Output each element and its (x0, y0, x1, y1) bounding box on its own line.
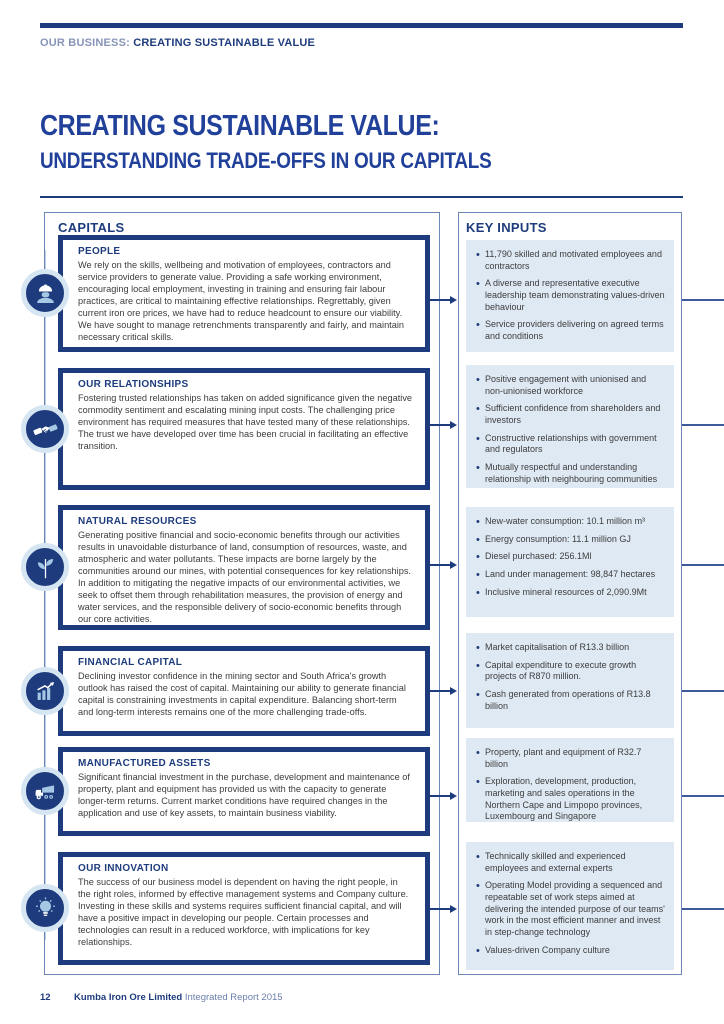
bullet-item: • Constructive relationships with government and regulators (474, 433, 666, 456)
footer-company: Kumba Iron Ore Limited (74, 992, 183, 1003)
plant-icon (21, 543, 69, 591)
top-rule-bar (40, 23, 683, 28)
capital-card-manufactured (58, 747, 430, 836)
flow-arrow (430, 690, 451, 692)
key-inputs-header: KEY INPUTS (466, 220, 547, 235)
page-title-line1: CREATING SUSTAINABLE VALUE: (40, 110, 440, 142)
output-connector-line (682, 299, 724, 301)
output-connector-line (682, 424, 724, 426)
flow-arrow (430, 908, 451, 910)
bullet-item: • Cash generated from operations of R13.8 billion (474, 689, 666, 712)
capital-card-financial (58, 646, 430, 736)
capital-card-body: The success of our business model is dependent on having the right people, in the right roles, informed by effective management systems and Company culture. Investing in these skills and systems requires sufficient financial capital, and will have a positive impact in developing our people. Certain processes and technologies can result in a reduced workforce, with implications for key relationships. (78, 877, 409, 947)
capital-card-relationships (58, 368, 430, 490)
key-inputs-panel-people (466, 240, 674, 352)
footer-report-name: Integrated Report 2015 (184, 992, 283, 1003)
key-inputs-panel-manufactured (466, 738, 674, 822)
bullet-item: • Capital expenditure to execute growth projects of R870 million. (474, 660, 666, 683)
capital-card-natural-resources (58, 505, 430, 630)
title-divider (40, 196, 683, 198)
breadcrumb (40, 37, 315, 49)
page-number: 12 (40, 992, 51, 1003)
bullet-item: • Positive engagement with unionised and non-unionised workforce (474, 374, 666, 397)
bullet-item: • Exploration, development, production, marketing and sales operations in the Northern Cape and Limpopo provinces, Luxembourg and Singapore (474, 776, 666, 822)
bullet-item: • Mutually respectful and understanding relationship with neighbouring communities (474, 462, 666, 485)
bullet-list (474, 851, 666, 957)
bullet-item: • Operating Model providing a sequenced and repeatable set of work steps aimed at delivering the intended purpose of our teams' work in the most efficient manner and invest in step-change technology (474, 880, 666, 938)
bullet-item: • Market capitalisation of R13.3 billion (474, 642, 666, 654)
bullet-item: • Inclusive mineral resources of 2,090.9Mt (474, 587, 666, 599)
key-inputs-panel-natural-resources (466, 507, 674, 617)
capital-card-innovation (58, 852, 430, 965)
breadcrumb-section: OUR BUSINESS: (40, 37, 130, 49)
miner-icon (21, 269, 69, 317)
bullet-list (474, 642, 666, 712)
key-inputs-panel-relationships (466, 365, 674, 488)
breadcrumb-title: CREATING SUSTAINABLE VALUE (133, 37, 316, 49)
capital-card-body: Fostering trusted relationships has taken on added significance given the negative commodity sentiment and escalating mining input costs. The challenging price environment has required measures that have tested many of these relationships. The trust we have developed over time has been crucial in facilitating an effective transition. (78, 393, 413, 451)
bullet-list (474, 249, 666, 343)
bullet-list (474, 374, 666, 486)
page-title (40, 110, 565, 174)
capital-card-body: Significant financial investment in the purchase, development and maintenance of property, plant and equipment has provided us with the capacity to generate longer-term returns. Current market conditions have required changes in the application and use of key assets, to maintain business viability. (78, 772, 410, 818)
bullet-item: • Property, plant and equipment of R32.7 billion (474, 747, 666, 770)
lightbulb-icon (21, 884, 69, 932)
capital-card-body: Declining investor confidence in the mining sector and South Africa's growth outlook has raised the cost of capital. Maintaining our ability to generate financial capital is constraining investments in capital expenditure. Balancing short-term and long-term interests remains one of the more challenging trade-offs. (78, 671, 406, 717)
output-connector-line (682, 908, 724, 910)
capitals-header: CAPITALS (58, 220, 125, 235)
capital-card-title: NATURAL RESOURCES (78, 516, 197, 527)
flow-arrow (430, 299, 451, 301)
bar-chart-icon (21, 667, 69, 715)
capital-card-title: OUR INNOVATION (78, 863, 169, 874)
bullet-item: • Energy consumption: 11.1 million GJ (474, 534, 666, 546)
capital-card-title: FINANCIAL CAPITAL (78, 657, 183, 668)
capital-card-body: Generating positive financial and socio-economic benefits through our activities results in unavoidable disturbance of land, consumption of resources, waste, and atmospheric and water pollutants. These impacts are borne largely by the communities around our mines, with potential consequences for key relationships. In addition to mitigating the negative impacts of our environmental activities, we seek to offset them through rehabilitation measures, the provision of energy and water services, and the responsible delivery of socio-economic benefits through our core activities. (78, 530, 411, 624)
handshake-icon (21, 405, 69, 453)
page-title-line2: UNDERSTANDING TRADE-OFFS IN OUR CAPITALS (40, 148, 492, 173)
bullet-item: • Values-driven Company culture (474, 945, 666, 957)
flow-arrow (430, 795, 451, 797)
output-connector-line (682, 690, 724, 692)
output-connector-line (682, 564, 724, 566)
bullet-list (474, 747, 666, 822)
output-connector-line (682, 795, 724, 797)
flow-arrow (430, 424, 451, 426)
bullet-item: • 11,790 skilled and motivated employees and contractors (474, 249, 666, 272)
bullet-item: • Sufficient confidence from shareholders and investors (474, 403, 666, 426)
capital-card-body: We rely on the skills, wellbeing and motivation of employees, contractors and service providers to generate value. Providing a safe working environment, encouraging local employment, investing in training and ensuring fair labour practices, are critical to maintaining effective relationships. Regrettably, given current iron ore prices, we have had to reduce headcount to ensure our viability. We have sought to manage retrenchments transparently and fairly, and maintain necessary critical skills. (78, 260, 404, 342)
bullet-item: • Technically skilled and experienced employees and external experts (474, 851, 666, 874)
bullet-list (474, 516, 666, 598)
capital-card-title: MANUFACTURED ASSETS (78, 758, 211, 769)
flow-arrow (430, 564, 451, 566)
truck-icon (21, 767, 69, 815)
bullet-item: • Diesel purchased: 256.1Ml (474, 551, 666, 563)
capital-card-title: OUR RELATIONSHIPS (78, 379, 189, 390)
bullet-item: • Service providers delivering on agreed terms and conditions (474, 319, 666, 342)
capital-card-title: PEOPLE (78, 246, 121, 257)
bullet-item: • New-water consumption: 10.1 million m³ (474, 516, 666, 528)
key-inputs-panel-financial (466, 633, 674, 728)
capital-card-people (58, 235, 430, 352)
bullet-item: • Land under management: 98,847 hectares (474, 569, 666, 581)
bullet-item: • A diverse and representative executive leadership team demonstrating values-driven behaviour (474, 278, 666, 313)
key-inputs-panel-innovation (466, 842, 674, 970)
page-footer (40, 992, 283, 1003)
icon-connector-rail (45, 250, 46, 940)
